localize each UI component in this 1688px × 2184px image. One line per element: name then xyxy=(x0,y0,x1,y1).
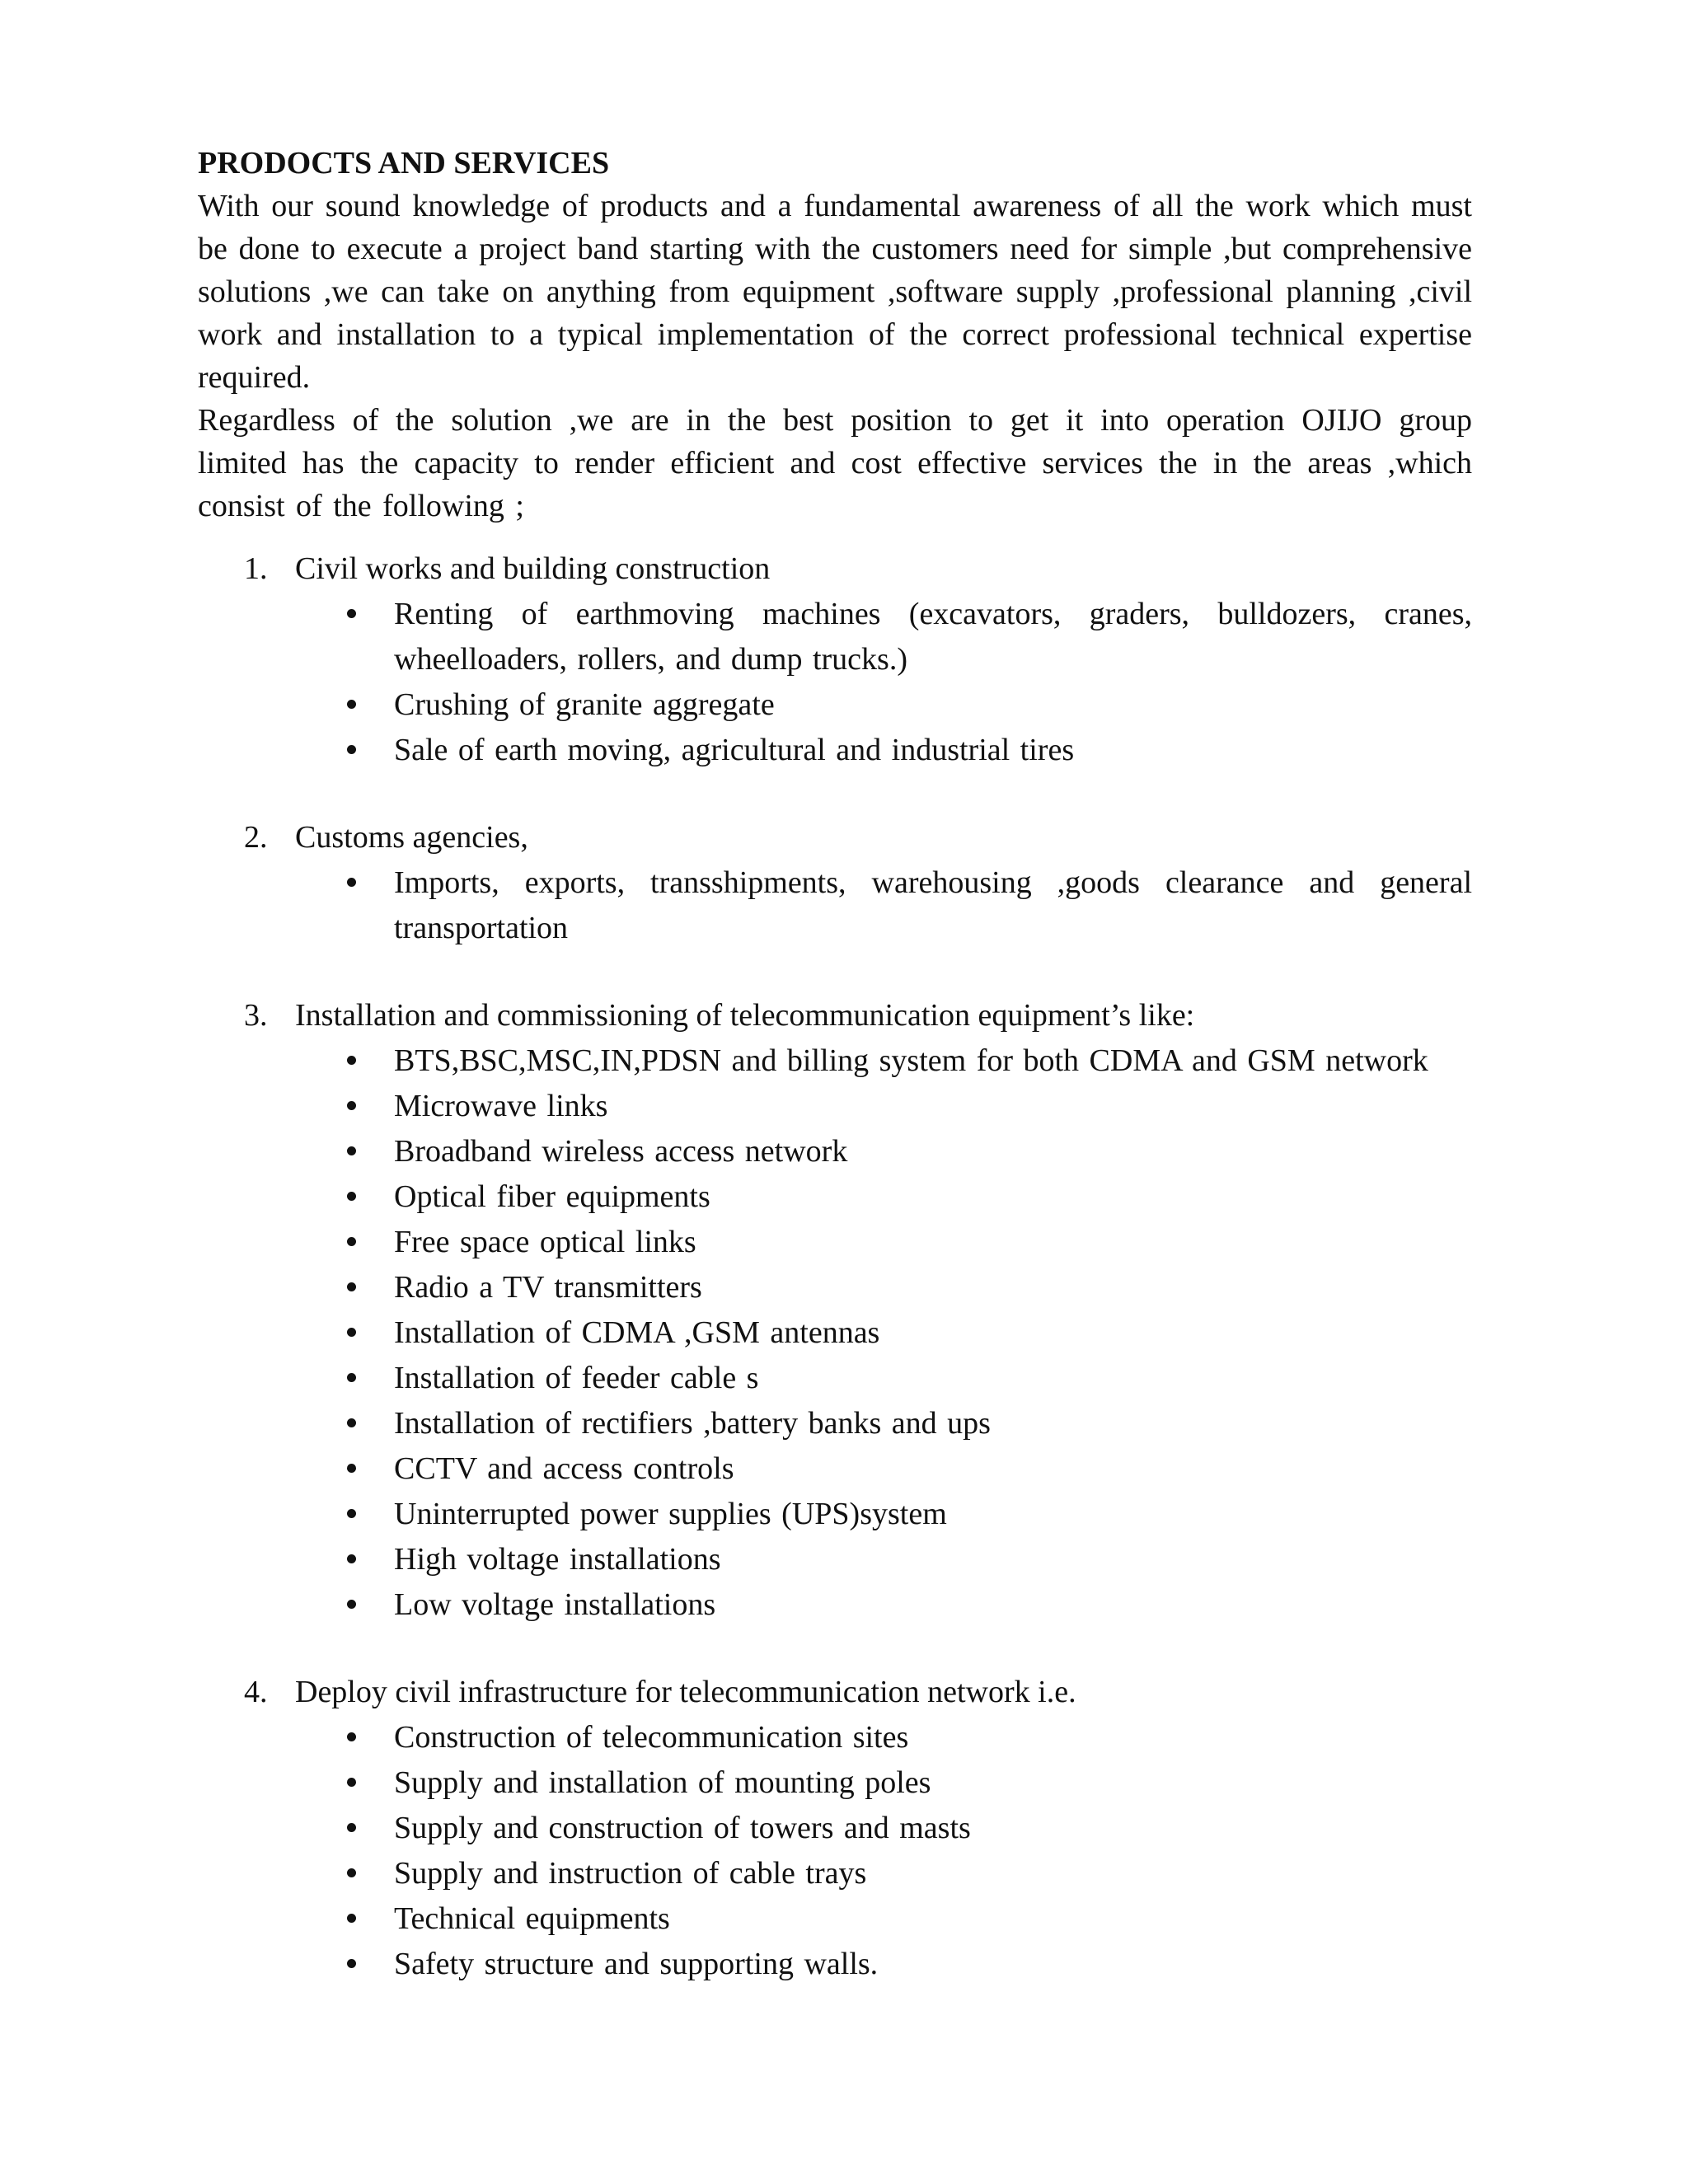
intro-paragraph-2: Regardless of the solution ,we are in the best position to get it into operation OJIJO group limited has the capacity to render efficient and cost effective services the in the areas ,which consist of the following ; xyxy=(198,403,1472,523)
list-item xyxy=(394,1038,1472,1084)
list-item-text: Supply and installation of mounting poles xyxy=(394,1765,931,1800)
bullet-icon xyxy=(347,1328,356,1337)
section-title: Customs agencies, xyxy=(295,820,528,855)
section-number: 4. xyxy=(244,1675,268,1709)
bullet-icon xyxy=(347,1868,356,1877)
list-item xyxy=(394,1851,1472,1896)
section-number: 2. xyxy=(244,820,268,855)
page-heading: PRODOCTS AND SERVICES xyxy=(198,146,610,180)
section-title: Deploy civil infrastructure for telecommunication network i.e. xyxy=(295,1675,1076,1709)
bullet-icon xyxy=(347,745,356,754)
list-item xyxy=(394,1582,1472,1628)
bullet-icon xyxy=(347,1778,356,1787)
list-item xyxy=(394,1220,1472,1265)
document-page xyxy=(198,142,1472,1987)
list-item-text: Sale of earth moving, agricultural and industrial tires xyxy=(394,733,1075,767)
list-item-text: Free space optical links xyxy=(394,1225,696,1259)
bullet-icon xyxy=(347,1823,356,1832)
list-item-text: Broadband wireless access network xyxy=(394,1134,848,1169)
bullet-icon xyxy=(347,1732,356,1741)
list-item-text: Installation of rectifiers ,battery banks and ups xyxy=(394,1406,991,1441)
service-section-4 xyxy=(198,1671,1472,1987)
list-item xyxy=(394,1129,1472,1174)
bullet-icon xyxy=(347,1101,356,1110)
bullet-icon xyxy=(347,1959,356,1968)
section-number: 1. xyxy=(244,551,268,586)
list-item-text: Microwave links xyxy=(394,1089,608,1123)
list-item xyxy=(394,1174,1472,1220)
section-bullet-list xyxy=(295,1038,1472,1628)
service-section-3 xyxy=(198,994,1472,1628)
list-item-text: Installation of feeder cable s xyxy=(394,1361,759,1395)
list-item xyxy=(394,1942,1472,1987)
list-item xyxy=(394,1265,1472,1310)
bullet-icon xyxy=(347,609,356,618)
list-item xyxy=(394,1310,1472,1356)
bullet-icon xyxy=(347,1056,356,1065)
list-item xyxy=(394,1715,1472,1760)
bullet-icon xyxy=(347,1914,356,1923)
list-item xyxy=(394,1806,1472,1851)
list-item xyxy=(394,728,1472,773)
list-item xyxy=(394,1537,1472,1582)
list-item xyxy=(394,1896,1472,1942)
section-title: Civil works and building construction xyxy=(295,551,771,586)
section-bullet-list xyxy=(295,860,1472,951)
list-item-text: Safety structure and supporting walls. xyxy=(394,1947,879,1981)
list-item-text: Technical equipments xyxy=(394,1901,670,1936)
list-item xyxy=(394,860,1472,951)
bullet-icon xyxy=(347,1464,356,1473)
bullet-icon xyxy=(347,1418,356,1427)
list-item-text: Supply and construction of towers and masts xyxy=(394,1811,971,1845)
list-item-text: CCTV and access controls xyxy=(394,1451,734,1486)
list-item xyxy=(394,682,1472,728)
list-item xyxy=(394,1492,1472,1537)
section-bullet-list xyxy=(295,592,1472,773)
list-item xyxy=(394,1760,1472,1806)
list-item xyxy=(394,1446,1472,1492)
bullet-icon xyxy=(347,1373,356,1382)
list-item-text: Installation of CDMA ,GSM antennas xyxy=(394,1315,880,1350)
list-item-text: Supply and instruction of cable trays xyxy=(394,1856,867,1891)
list-item-text: Construction of telecommunication sites xyxy=(394,1720,909,1755)
bullet-icon xyxy=(347,1600,356,1609)
bullet-icon xyxy=(347,878,356,887)
list-item-text: Imports, exports, transshipments, warehousing ,goods clearance and general transportation xyxy=(394,865,1472,945)
list-item xyxy=(394,1401,1472,1446)
section-number: 3. xyxy=(244,998,268,1033)
intro-paragraph-1: With our sound knowledge of products and a fundamental awareness of all the work which must be done to execute a project band starting with the customers need for simple ,but comprehensive solutions ,we can take on anything from equipment ,software supply ,professional planning ,civil work and installation to a typical implementation of the correct professional technical expertise required. xyxy=(198,189,1472,395)
list-item-text: Renting of earthmoving machines (excavators, graders, bulldozers, cranes, wheelloaders, rollers, and dump trucks.) xyxy=(394,597,1472,677)
bullet-icon xyxy=(347,1554,356,1563)
list-item-text: Low voltage installations xyxy=(394,1587,716,1622)
section-title: Installation and commissioning of telecommunication equipment’s like: xyxy=(295,998,1195,1033)
bullet-icon xyxy=(347,700,356,709)
section-bullet-list xyxy=(295,1715,1472,1987)
list-item-text: Crushing of granite aggregate xyxy=(394,687,775,722)
list-item-text: BTS,BSC,MSC,IN,PDSN and billing system for both CDMA and GSM network xyxy=(394,1043,1428,1078)
bullet-icon xyxy=(347,1282,356,1291)
list-item-text: High voltage installations xyxy=(394,1542,721,1577)
bullet-icon xyxy=(347,1237,356,1246)
list-item xyxy=(394,592,1472,682)
service-section-2 xyxy=(198,816,1472,951)
list-item xyxy=(394,1356,1472,1401)
service-section-1 xyxy=(198,547,1472,773)
bullet-icon xyxy=(347,1146,356,1155)
list-item xyxy=(394,1084,1472,1129)
list-item-text: Uninterrupted power supplies (UPS)system xyxy=(394,1497,947,1531)
bullet-icon xyxy=(347,1509,356,1518)
bullet-icon xyxy=(347,1192,356,1201)
services-list xyxy=(198,547,1472,1987)
list-item-text: Optical fiber equipments xyxy=(394,1179,710,1214)
list-item-text: Radio a TV transmitters xyxy=(394,1270,702,1305)
